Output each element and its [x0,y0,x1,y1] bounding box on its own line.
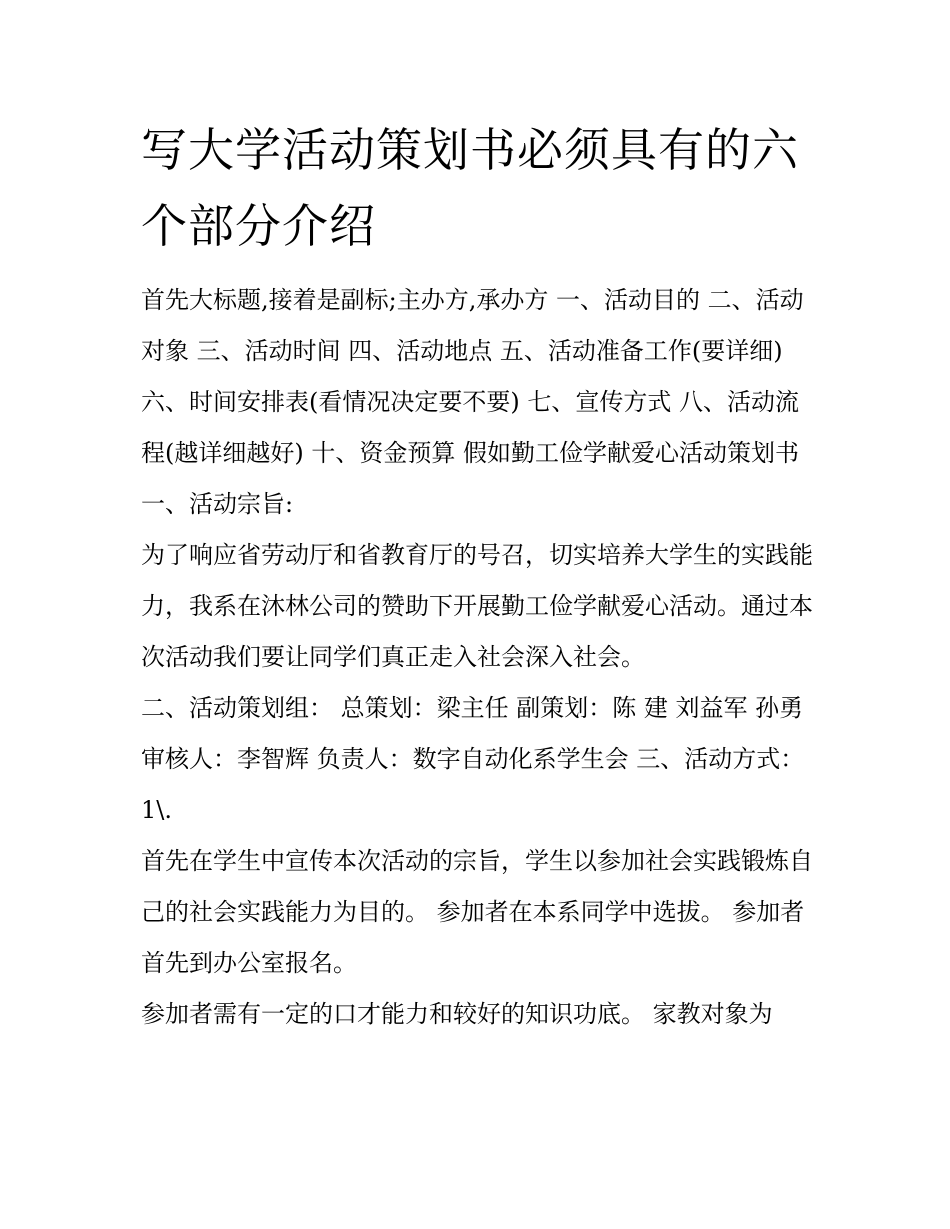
document-body [141,275,821,1040]
paragraph: 为了响应省劳动厅和省教育厅的号召，切实培养大学生的实践能力，我系在沐林公司的赞助下开展勤工俭学献爱心活动。通过本次活动我们要让同学们真正走入社会深入社会。 [141,541,813,671]
paragraph: 首先在学生中宣传本次活动的宗旨，学生以参加社会实践锻炼自己的社会实践能力为目的。 参加者在本系同学中选拔。 参加者首先到办公室报名。 [141,847,813,977]
paragraph: 参加者需有一定的口才能力和较好的知识功底。 家教对象为 [141,1000,773,1028]
paragraph: 首先大标题,接着是副标;主办方,承办方 一、活动目的 二、活动对象 三、活动时间 四、活动地点 五、活动准备工作(要详细) [141,286,804,365]
document-title: 写大学活动策划书必须具有的六个部分介绍 [141,123,799,253]
paragraph: 六、时间安排表(看情况决定要不要) 七、宣传方式 八、活动流程(越详细越好) 十、资金预算 假如勤工俭学献爱心活动策划书 一、活动宗旨: [141,388,799,518]
paragraph: 二、活动策划组： 总策划：梁主任 副策划：陈 建 刘益军 孙勇 审核人：李智辉 负责人：数字自动化系学生会 三、活动方式： 1\. [141,694,805,824]
